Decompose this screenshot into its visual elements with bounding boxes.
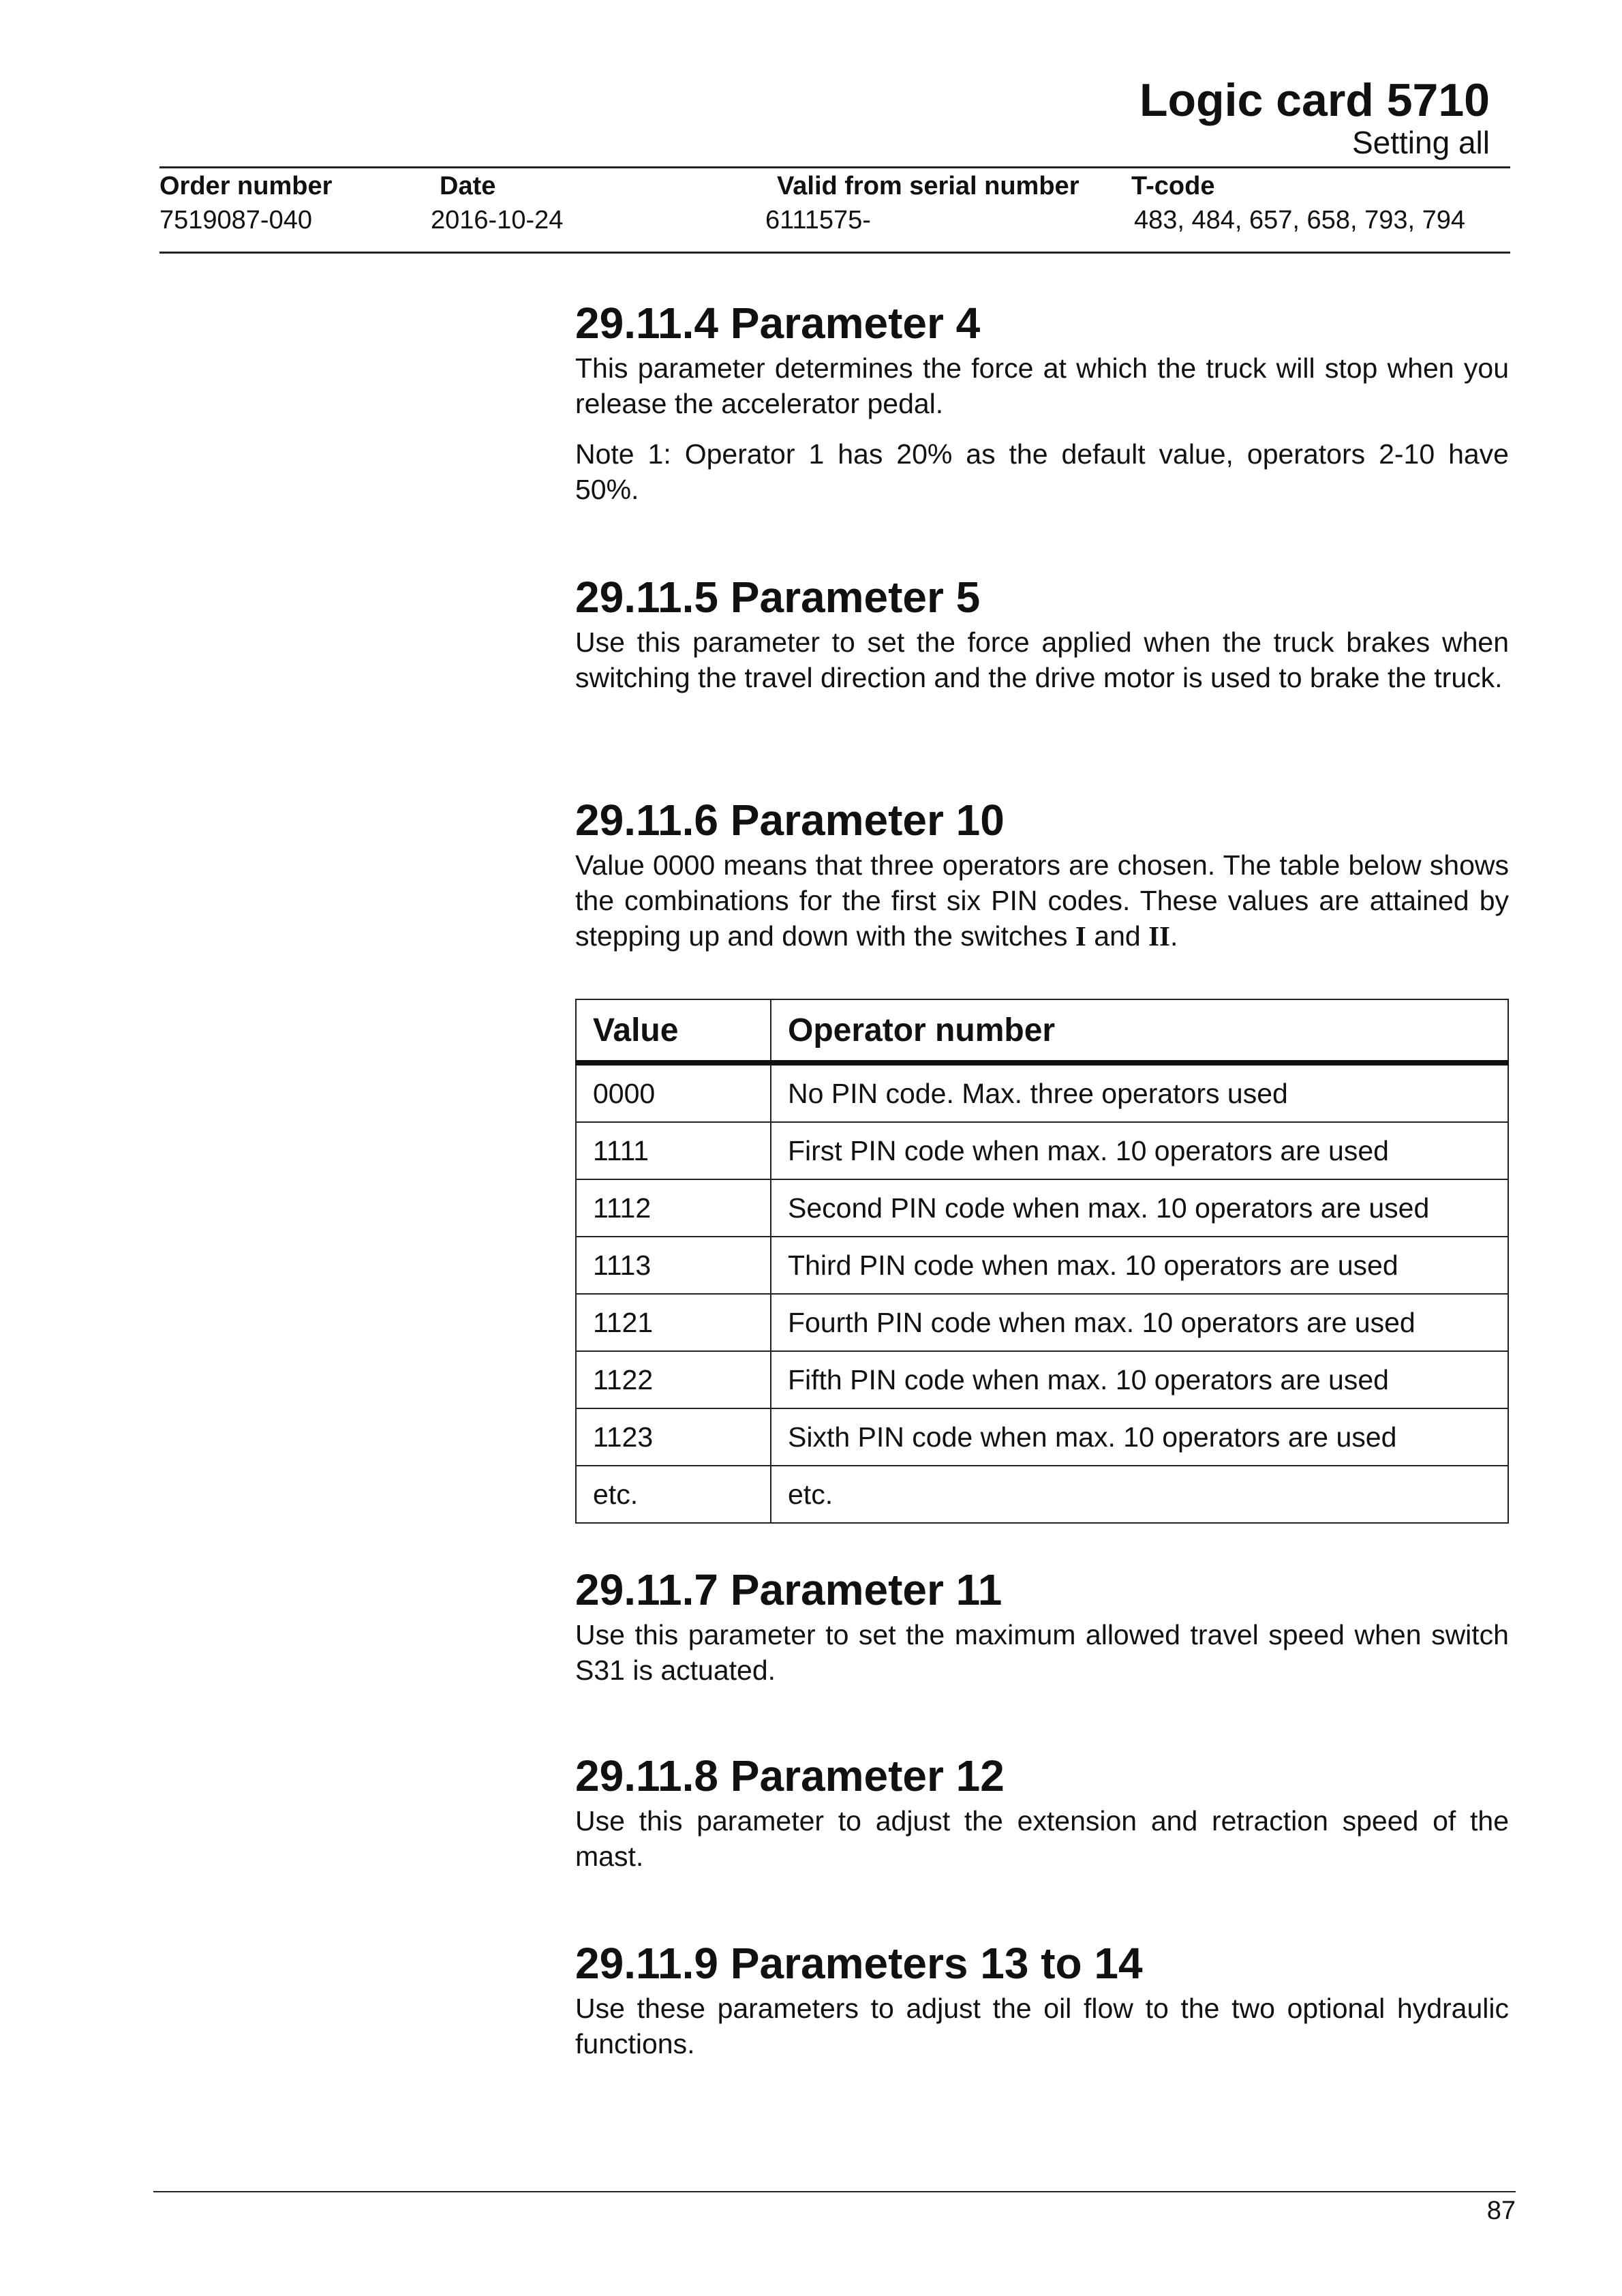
section-parameters-13-14	[575, 1936, 1509, 2076]
document-title: Logic card 5710	[1139, 74, 1490, 126]
value-cell: etc.	[576, 1466, 771, 1523]
meta-rule	[159, 252, 1510, 254]
value-cell: 1122	[576, 1351, 771, 1408]
document-subtitle: Setting all	[1351, 125, 1490, 160]
value-cell: 1121	[576, 1294, 771, 1351]
footer-rule	[153, 2191, 1516, 2192]
date-label: Date	[440, 172, 496, 200]
paragraph: Note 1: Operator 1 has 20% as the default value, operators 2-10 have 50%.	[575, 438, 1509, 505]
table-row	[576, 1466, 1508, 1523]
table-row	[576, 1179, 1508, 1237]
operator-cell: First PIN code when max. 10 operators are used	[771, 1122, 1508, 1179]
section-parameter-10	[575, 793, 1509, 969]
value-cell: 1123	[576, 1408, 771, 1466]
section-heading: 29.11.5 Parameter 5	[575, 573, 981, 622]
paragraph: Use this parameter to adjust the extension and retraction speed of the mast.	[575, 1805, 1509, 1872]
operator-cell: Second PIN code when max. 10 operators are used	[771, 1179, 1508, 1237]
section-parameter-5	[575, 570, 1509, 710]
section-heading: 29.11.7 Parameter 11	[575, 1565, 1003, 1614]
serial-label: Valid from serial number	[777, 172, 1080, 200]
table-row	[576, 1408, 1508, 1466]
section-parameter-11	[575, 1562, 1509, 1703]
operator-cell: etc.	[771, 1466, 1508, 1523]
serial-value: 6111575-	[765, 206, 871, 235]
paragraph: Use this parameter to set the force applied when the truck brakes when switching the travel direction and the drive motor is used to brake the truck.	[575, 626, 1509, 693]
switch-ii: II	[1148, 920, 1170, 952]
section-parameter-4	[575, 296, 1509, 522]
paragraph: This parameter determines the force at which the truck will stop when you release the accelerator pedal.	[575, 352, 1509, 419]
section-heading: 29.11.8 Parameter 12	[575, 1751, 1005, 1800]
order-number-value: 7519087-040	[159, 206, 312, 235]
header-value: Value	[576, 999, 771, 1063]
table-row	[576, 1237, 1508, 1294]
table-row	[576, 1351, 1508, 1408]
paragraph	[575, 847, 1509, 954]
header-operator-number: Operator number	[771, 999, 1508, 1063]
operator-cell: No PIN code. Max. three operators used	[771, 1063, 1508, 1122]
table-header-row	[576, 999, 1508, 1063]
order-number-label: Order number	[159, 172, 333, 200]
value-cell: 1112	[576, 1179, 771, 1237]
pin-code-table	[575, 999, 1509, 1524]
paragraph: Use these parameters to adjust the oil flow to the two optional hydraulic functions.	[575, 1993, 1509, 2059]
header-rule	[159, 166, 1510, 168]
paragraph: Use this parameter to set the maximum allowed travel speed when switch S31 is actuated.	[575, 1619, 1509, 1686]
operator-cell: Fifth PIN code when max. 10 operators are used	[771, 1351, 1508, 1408]
operator-cell: Fourth PIN code when max. 10 operators are used	[771, 1294, 1508, 1351]
section-heading: 29.11.9 Parameters 13 to 14	[575, 1939, 1143, 1988]
text: and	[1086, 920, 1149, 952]
table-row	[576, 1063, 1508, 1122]
page-number: 87	[1486, 2196, 1516, 2225]
switch-i: I	[1075, 920, 1086, 952]
text: Value 0000 means that three operators are chosen. The table below shows the combinations for the first six PIN codes. These values are attained by stepping up and down with the switches	[575, 849, 1509, 952]
tcode-value: 483, 484, 657, 658, 793, 794	[1134, 206, 1465, 235]
text: .	[1170, 920, 1178, 952]
value-cell: 1111	[576, 1122, 771, 1179]
tcode-label: T-code	[1131, 172, 1215, 200]
table-row	[576, 1294, 1508, 1351]
operator-cell: Sixth PIN code when max. 10 operators are used	[771, 1408, 1508, 1466]
table-row	[576, 1122, 1508, 1179]
date-value: 2016-10-24	[431, 206, 564, 235]
section-parameter-12	[575, 1749, 1509, 1889]
value-cell: 1113	[576, 1237, 771, 1294]
section-heading: 29.11.4 Parameter 4	[575, 299, 981, 348]
value-cell: 0000	[576, 1063, 771, 1122]
section-heading: 29.11.6 Parameter 10	[575, 796, 1005, 845]
operator-cell: Third PIN code when max. 10 operators are used	[771, 1237, 1508, 1294]
